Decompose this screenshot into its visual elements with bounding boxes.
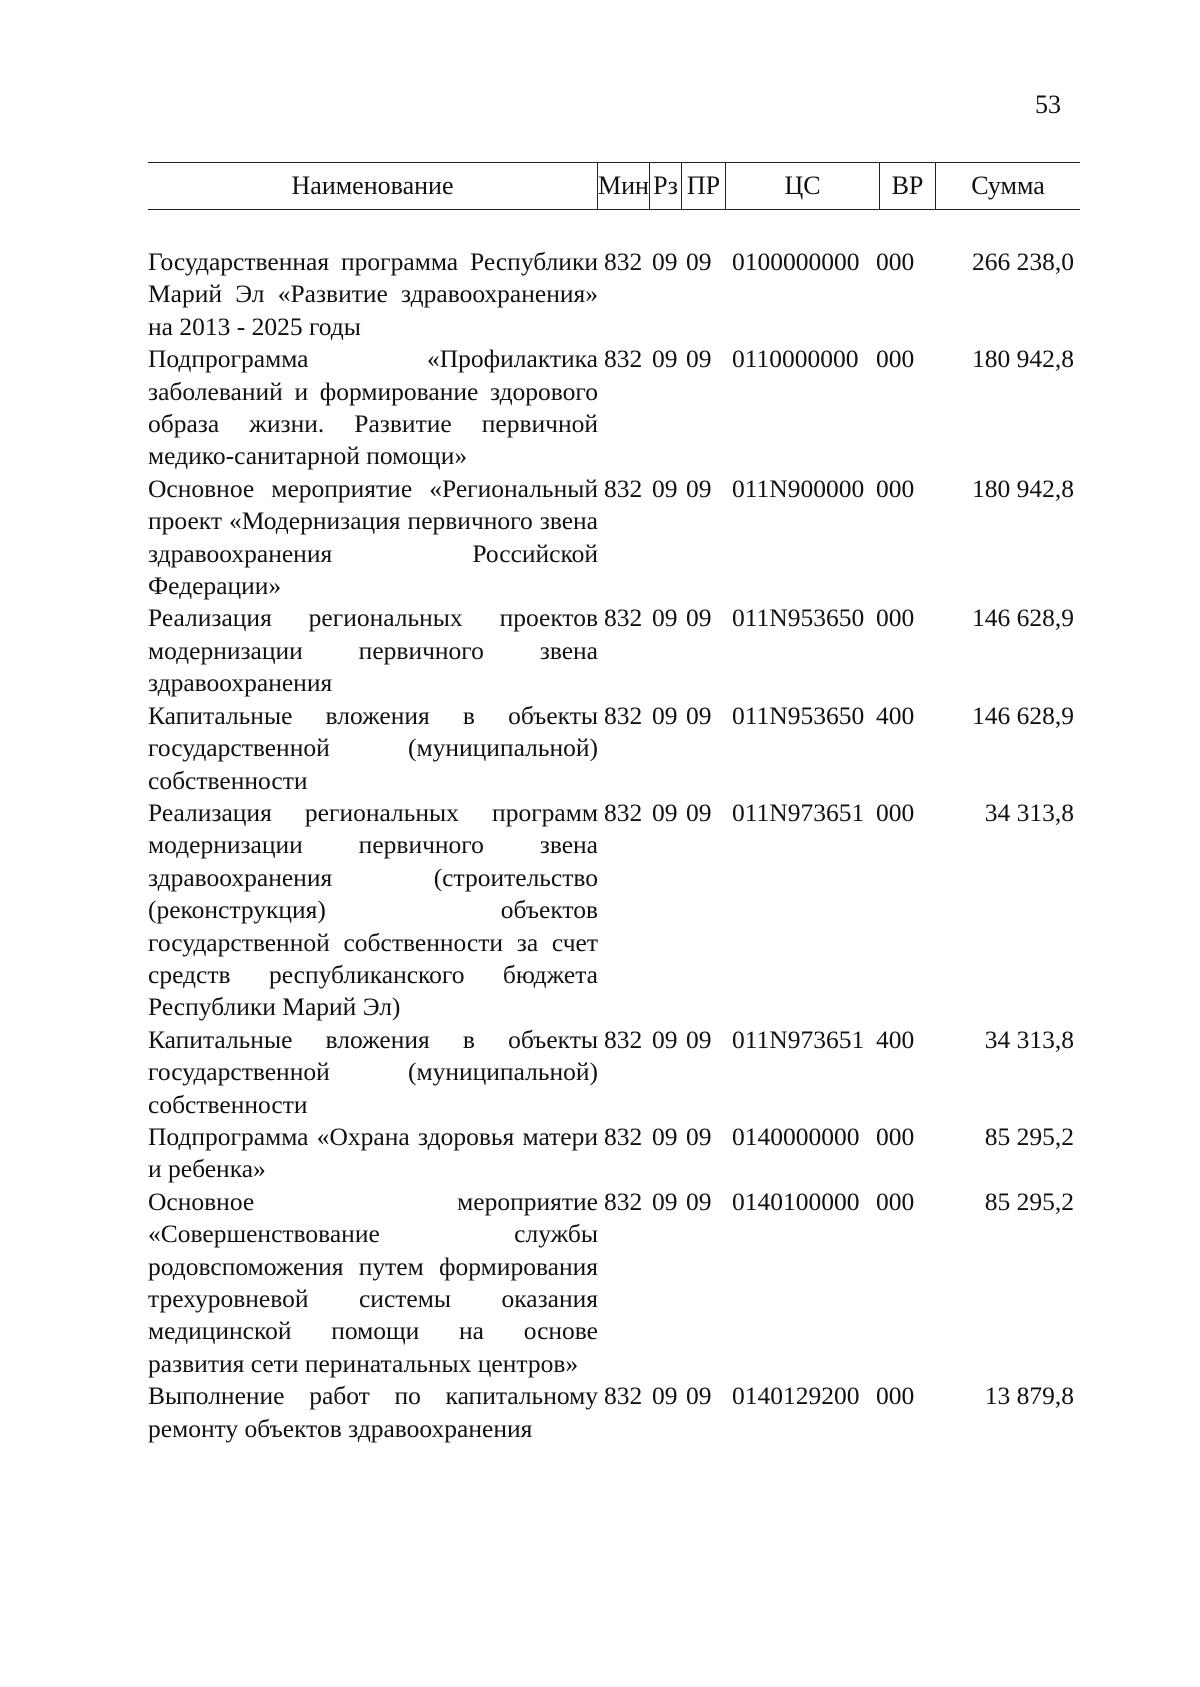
cell-sum: 146 628,9 xyxy=(972,700,1074,730)
cell-sum: 266 238,0 xyxy=(972,247,1074,276)
cell-sum: 180 942,8 xyxy=(972,344,1074,374)
cell-name: Подпрограмма «Профилактика заболеваний и формирование здорового образа жизни. Развитие первичной медико-санитарной помощи» xyxy=(148,344,598,471)
table-row xyxy=(148,1024,1080,1121)
cell-pr: 09 xyxy=(686,473,712,503)
cell-vr: 000 xyxy=(876,797,915,827)
cell-cs: 0100000000 xyxy=(732,247,860,276)
table-row xyxy=(148,797,1080,1024)
cell-vr: 000 xyxy=(876,473,915,503)
cell-name: Основное мероприятие «Региональный проект «Модернизация первичного звена здравоохранения Российской Федерации» xyxy=(148,473,598,601)
cell-pr: 09 xyxy=(686,603,712,633)
cell-cs: 0140100000 xyxy=(732,1186,860,1216)
cell-name: Основное мероприятие «Совершенствование службы родовспоможения путем формирования трехуровневой системы оказания медицинской помощи на основе развития сети перинатальных центров» xyxy=(148,1186,598,1378)
cell-rz: 09 xyxy=(652,1024,678,1054)
cell-cs: 011N973651 xyxy=(732,1024,865,1054)
cell-cs: 011N900000 xyxy=(732,473,865,503)
cell-name: Подпрограмма «Охрана здоровья матери и ребенка» xyxy=(148,1121,598,1184)
header-vr: ВР xyxy=(880,163,936,209)
cell-min: 832 xyxy=(604,1186,643,1216)
page-number: 53 xyxy=(1035,90,1061,119)
cell-pr: 09 xyxy=(686,700,712,730)
cell-rz: 09 xyxy=(652,797,678,827)
cell-min: 832 xyxy=(604,473,643,503)
header-pr: ПР xyxy=(682,163,726,209)
cell-cs: 0140129200 xyxy=(732,1381,860,1411)
cell-pr: 09 xyxy=(686,247,712,276)
cell-vr: 000 xyxy=(876,1381,915,1411)
cell-min: 832 xyxy=(604,1121,643,1151)
cell-name: Государственная программа Республики Марий Эл «Развитие здравоохранения» на 2013 - 2025 годы xyxy=(148,247,598,341)
cell-vr: 400 xyxy=(876,700,915,730)
cell-cs: 0140000000 xyxy=(732,1121,860,1151)
cell-min: 832 xyxy=(604,1381,643,1411)
table-row xyxy=(148,700,1080,797)
cell-min: 832 xyxy=(604,603,643,633)
cell-vr: 000 xyxy=(876,1121,915,1151)
cell-vr: 000 xyxy=(876,247,915,276)
cell-name: Выполнение работ по капитальному ремонту объектов здравоохранения xyxy=(148,1381,598,1443)
cell-sum: 85 295,2 xyxy=(984,1121,1074,1151)
table-row xyxy=(148,343,1080,473)
cell-min: 832 xyxy=(604,247,643,276)
table-body xyxy=(148,246,1080,1445)
cell-sum: 34 313,8 xyxy=(984,797,1074,827)
cell-rz: 09 xyxy=(652,344,678,374)
cell-min: 832 xyxy=(604,700,643,730)
cell-rz: 09 xyxy=(652,603,678,633)
cell-min: 832 xyxy=(604,344,643,374)
cell-vr: 000 xyxy=(876,603,915,633)
cell-vr: 000 xyxy=(876,344,915,374)
cell-rz: 09 xyxy=(652,700,678,730)
table-row xyxy=(148,246,1080,343)
table-row xyxy=(148,1186,1080,1380)
table-row xyxy=(148,1121,1080,1186)
cell-rz: 09 xyxy=(652,247,678,276)
cell-min: 832 xyxy=(604,797,643,827)
header-cs: ЦС xyxy=(726,163,880,209)
cell-vr: 400 xyxy=(876,1024,915,1054)
cell-sum: 146 628,9 xyxy=(972,603,1074,633)
cell-name: Реализация региональных проектов модернизации первичного звена здравоохранения xyxy=(148,603,598,698)
cell-rz: 09 xyxy=(652,1381,678,1411)
table-header xyxy=(148,162,1080,210)
cell-rz: 09 xyxy=(652,1121,678,1151)
cell-vr: 000 xyxy=(876,1186,915,1216)
cell-cs: 0110000000 xyxy=(732,344,859,374)
cell-pr: 09 xyxy=(686,1024,712,1054)
budget-table xyxy=(148,162,1080,1445)
cell-pr: 09 xyxy=(686,1121,712,1151)
cell-cs: 011N953650 xyxy=(732,603,865,633)
header-rz: Рз xyxy=(650,163,682,209)
cell-pr: 09 xyxy=(686,797,712,827)
cell-name: Капитальные вложения в объекты государственной (муниципальной) собственности xyxy=(148,1024,598,1119)
cell-rz: 09 xyxy=(652,473,678,503)
cell-name: Реализация региональных программ модернизации первичного звена здравоохранения (строительство (реконструкция) объектов государственной собственности за счет средств республиканского бюджета Республики Марий Эл) xyxy=(148,797,598,1022)
header-name: Наименование xyxy=(148,163,598,209)
cell-pr: 09 xyxy=(686,344,712,374)
header-sum: Сумма xyxy=(971,171,1045,200)
cell-cs: 011N973651 xyxy=(732,797,865,827)
cell-sum: 34 313,8 xyxy=(984,1024,1074,1054)
table-row xyxy=(148,473,1080,603)
cell-name: Капитальные вложения в объекты государственной (муниципальной) собственности xyxy=(148,700,598,795)
cell-sum: 85 295,2 xyxy=(984,1186,1074,1216)
cell-sum: 180 942,8 xyxy=(972,473,1074,503)
cell-rz: 09 xyxy=(652,1186,678,1216)
cell-pr: 09 xyxy=(686,1186,712,1216)
table-row xyxy=(148,602,1080,699)
table-row xyxy=(148,1380,1080,1445)
cell-pr: 09 xyxy=(686,1381,712,1411)
cell-min: 832 xyxy=(604,1024,643,1054)
cell-sum: 13 879,8 xyxy=(984,1381,1074,1411)
cell-cs: 011N953650 xyxy=(732,700,865,730)
header-min: Мин xyxy=(598,163,650,209)
